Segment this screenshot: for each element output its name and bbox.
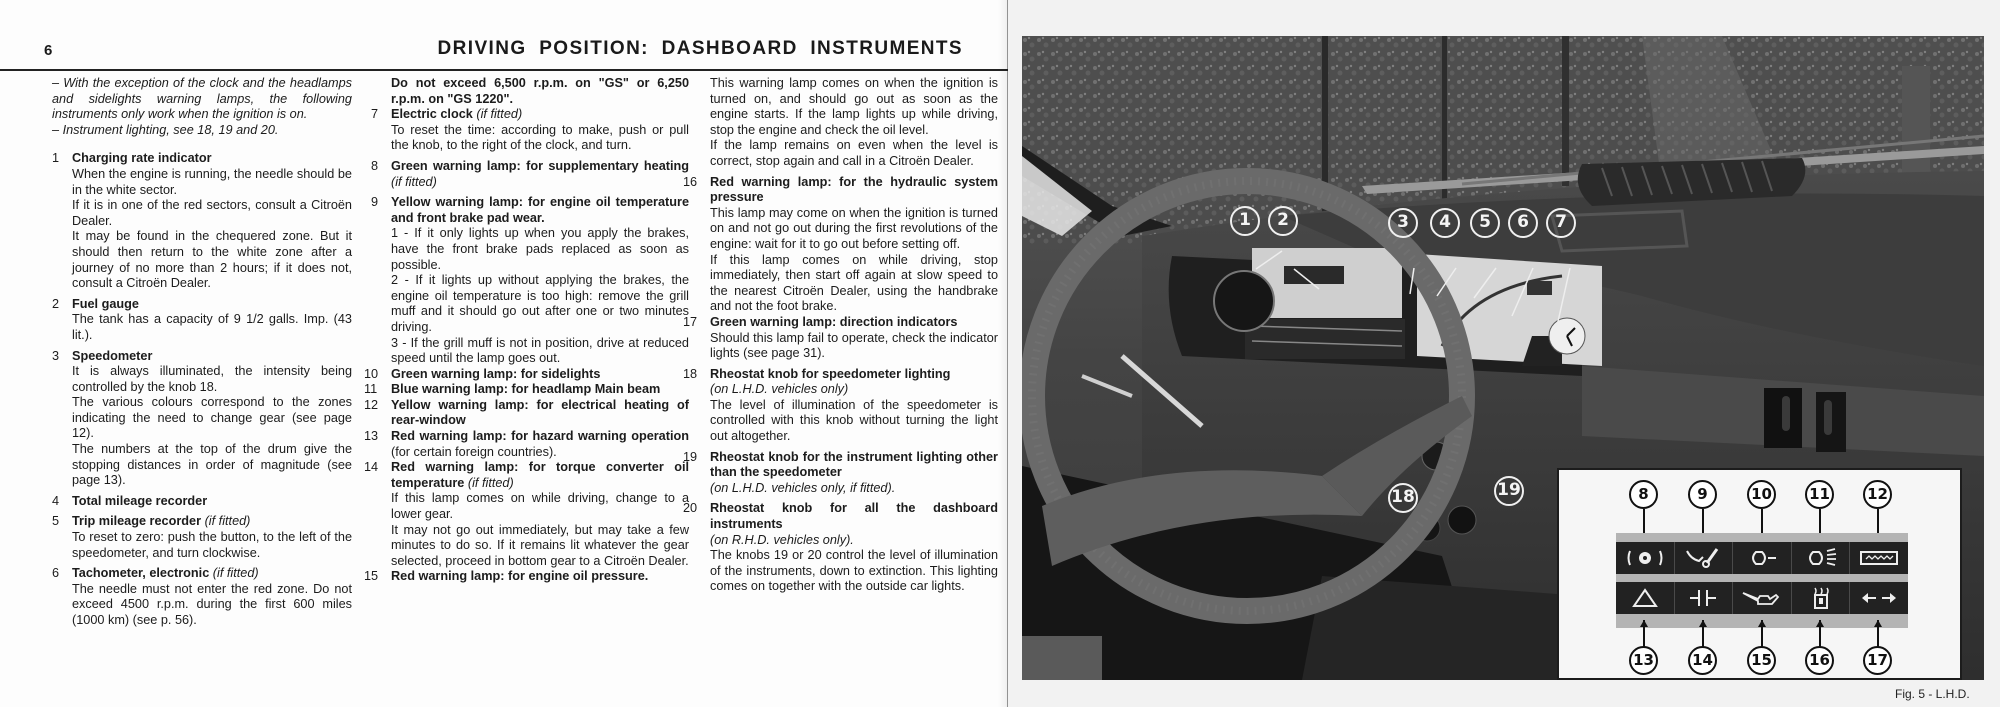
item-title: Speedometer (72, 348, 153, 363)
item-title (391, 159, 689, 190)
item-title: Blue warning lamp: for headlamp Main beam (391, 382, 661, 397)
item-1 (52, 151, 352, 291)
item-title-text: Tachometer, electronic (72, 566, 210, 581)
item-number: 13 (364, 429, 379, 444)
arrow-up-icon (1874, 620, 1882, 627)
callout-2: 2 (1268, 206, 1298, 236)
hazard-triangle-icon (1616, 582, 1675, 614)
hydraulic-pressure-icon (1792, 582, 1851, 614)
item-title-text: Electric clock (391, 107, 473, 122)
item-text: If it is in one of the red sectors, consult a Citroën Dealer. (72, 198, 352, 228)
page-number: 6 (44, 42, 53, 59)
item-number: 5 (52, 514, 60, 529)
callout-15: 15 (1747, 646, 1776, 675)
item-title: Charging rate indicator (72, 151, 212, 166)
callout-18: 18 (1388, 483, 1418, 513)
callout-7: 7 (1546, 208, 1576, 238)
item-text: If the lamp remains on even when the level is correct, stop again and call in a Citroën Dealer. (710, 138, 998, 168)
item-17 (683, 314, 998, 362)
header-rule (0, 69, 1008, 71)
item-text: The level of illumination of the speedometer is controlled with this knob without turning the light out altogether. (710, 397, 998, 444)
callout-13: 13 (1629, 646, 1658, 675)
item-text: 1 - If it only lights up when you apply the brakes, have the front brake pads replaced as soon as possible. (391, 226, 689, 272)
item-2 (52, 297, 352, 344)
callout-8: 8 (1629, 480, 1658, 509)
item-number: 3 (52, 348, 60, 363)
item-number: 6 (52, 566, 60, 581)
item-8 (371, 159, 689, 190)
item-qualifier: (if fitted) (204, 514, 251, 529)
item-title: Total mileage recorder (72, 493, 208, 508)
item-title-text: Red warning lamp: for hazard warning operation (391, 429, 689, 444)
warning-lamp-inset (1557, 468, 1962, 680)
running-head: DRIVING POSITION: DASHBOARD INSTRUMENTS (437, 38, 963, 59)
item-text: This warning lamp comes on when the ignition is turned on, and should go out as soon as the engine starts. If the lamp lights up while driving, stop the engine and check the oil level. (710, 76, 998, 137)
item-number: 12 (364, 397, 379, 412)
text-column-2 (364, 76, 689, 585)
callout-1: 1 (1230, 206, 1260, 236)
arrow-up-icon (1816, 620, 1824, 627)
item-title: Rheostat knob for the instrument lighting other than the speedometer (710, 449, 998, 480)
callout-10: 10 (1747, 480, 1776, 509)
item-title (391, 429, 689, 460)
item-title-text: Red warning lamp: for torque converter oil temperature (391, 460, 689, 490)
item-text: Should this lamp fail to operate, check the indicator lights (see page 31). (710, 330, 998, 361)
item-number: 20 (683, 501, 698, 516)
item-text: It is always illuminated, the intensity being controlled by the knob 18. (72, 364, 352, 394)
lamp-row-bottom (1616, 582, 1908, 614)
item-title (72, 514, 352, 530)
item-qualifier: (if fitted) (212, 566, 259, 581)
item-title: Green warning lamp: direction indicators (710, 314, 958, 329)
item-title: Fuel gauge (72, 296, 139, 311)
item-title: Yellow warning lamp: for electrical heating of rear-window (391, 397, 689, 428)
direction-indicators-icon (1850, 582, 1908, 614)
item-5 (52, 514, 352, 561)
callout-9: 9 (1688, 480, 1717, 509)
item-qualifier: (on R.H.D. vehicles only). (710, 532, 854, 547)
item-7 (371, 107, 689, 154)
brake-pad-oil-temperature-icon (1675, 542, 1734, 574)
item-text: To reset the time: according to make, push or pull the knob, to the right of the clock, and turn. (391, 122, 689, 153)
item-18 (683, 366, 998, 445)
item-6 (52, 566, 352, 628)
item-title: Rheostat knob for all the dashboard instruments (710, 501, 998, 532)
item-text: The various colours correspond to the zones indicating the need to change gear (see page 12). (72, 395, 352, 441)
item-number: 19 (683, 449, 698, 464)
figure-caption: Fig. 5 - L.H.D. (1895, 687, 1970, 701)
arrow-up-icon (1758, 620, 1766, 627)
oil-can-icon (1733, 582, 1792, 614)
item-number: 14 (364, 460, 379, 475)
item-number: 15 (364, 569, 379, 584)
item-16 (683, 174, 998, 315)
item-number: 10 (364, 366, 379, 381)
item-14 (364, 460, 689, 569)
item-title: Rheostat knob for speedometer lighting (710, 366, 951, 381)
main-beam-icon (1792, 542, 1851, 574)
item-qualifier: (on L.H.D. vehicles only, if fitted). (710, 480, 896, 495)
item-qualifier: (on L.H.D. vehicles only) (710, 382, 849, 397)
item-qualifier: (if fitted) (476, 107, 523, 122)
item-4 (52, 494, 352, 510)
item-text: If this lamp comes on while driving, stop immediately, then start off again at slow speed to the nearest Citroën Dealer, using the handbrake and not the foot brake. (710, 252, 998, 314)
item-text: The tank has a capacity of 9 1/2 galls. Imp. (43 lit.). (72, 312, 352, 342)
arrow-up-icon (1699, 620, 1707, 627)
item-number: 8 (371, 158, 379, 173)
item-text: It may be found in the chequered zone. But it should then return to the white zone after a journey of no more than 2 hours; if it does not, consult a Citroën Dealer. (72, 229, 352, 291)
item-text: The needle must not enter the red zone. Do not exceed 4500 r.p.m. during the first 600 miles (1000 km) (see p. 56). (72, 581, 352, 627)
item-3 (52, 349, 352, 489)
item-19 (683, 449, 998, 497)
item-text: Do not exceed 6,500 r.p.m. on "GS" or 6,250 r.p.m. on "GS 1220". (391, 76, 689, 106)
callout-6: 6 (1508, 208, 1538, 238)
item-15 (364, 569, 689, 585)
item-6-continuation (371, 76, 689, 107)
item-9 (371, 195, 689, 367)
callout-19: 19 (1494, 476, 1524, 506)
callout-5: 5 (1470, 208, 1500, 238)
item-text: The knobs 19 or 20 control the level of illumination of the instruments, down to extinction. This lighting comes on together with the outside car lights. (710, 548, 998, 594)
intro-notes (52, 76, 352, 138)
item-title: Yellow warning lamp: for engine oil temperature and front brake pad wear. (391, 195, 689, 225)
item-10 (364, 366, 689, 383)
item-number: 1 (52, 151, 60, 166)
item-title: Green warning lamp: for sidelights (391, 366, 601, 381)
item-title-text: Green warning lamp: for supplementary heating (391, 158, 689, 173)
item-title: Red warning lamp: for the hydraulic system pressure (710, 174, 998, 205)
callout-12: 12 (1863, 480, 1892, 509)
item-title (391, 460, 689, 491)
item-title-text: Trip mileage recorder (72, 514, 202, 529)
item-20 (683, 501, 998, 595)
item-15-continuation (690, 76, 998, 170)
torque-converter-icon (1675, 582, 1734, 614)
intro-note: – With the exception of the clock and the headlamps and sidelights warning lamps, the following instruments only work when the ignition is on. (52, 76, 352, 122)
item-11 (364, 382, 689, 398)
item-title: Red warning lamp: for engine oil pressure. (391, 569, 649, 584)
item-number: 4 (52, 493, 60, 508)
lamp-row-top (1616, 542, 1908, 574)
item-number: 9 (371, 195, 379, 210)
intro-note: – Instrument lighting, see 18, 19 and 20. (52, 122, 279, 137)
item-text: It may not go out immediately, but may take a few minutes to do so. If it remains lit whatever the gear selected, proceed in bottom gear to a Citroën Dealer. (391, 522, 689, 568)
callout-3: 3 (1388, 208, 1418, 238)
item-number: 2 (52, 296, 60, 311)
sidelights-icon (1733, 542, 1792, 574)
text-column-1 (52, 76, 352, 629)
item-12 (364, 397, 689, 429)
item-number: 16 (683, 174, 698, 189)
callout-4: 4 (1430, 208, 1460, 238)
callout-17: 17 (1863, 646, 1892, 675)
item-text: This lamp may come on when the ignition is turned on and not go out during the first revolutions of the engine: wait for it to go out before setting off. (710, 205, 998, 251)
item-qualifier: (for certain foreign countries). (391, 444, 557, 459)
item-text: 3 - If the grill muff is not in position, drive at reduced speed until the lamp goes out. (391, 335, 689, 366)
item-number: 18 (683, 366, 698, 381)
item-text: When the engine is running, the needle should be in the white sector. (72, 166, 352, 197)
item-qualifier: (if fitted) (467, 475, 514, 490)
item-title (72, 566, 352, 582)
item-number: 7 (371, 107, 379, 122)
item-text: The numbers at the top of the drum give the stopping distances in order of magnitude (see page 13). (72, 442, 352, 488)
supplementary-heating-fan-icon (1616, 542, 1675, 574)
item-13 (364, 429, 689, 460)
item-text: If this lamp comes on while driving, change to a lower gear. (391, 491, 689, 522)
item-text: To reset to zero: push the button, to the left of the speedometer, and turn clockwise. (72, 530, 352, 560)
callout-11: 11 (1805, 480, 1834, 509)
arrow-up-icon (1640, 620, 1648, 627)
warning-lamp-panel (1616, 533, 1908, 628)
callout-14: 14 (1688, 646, 1717, 675)
callout-16: 16 (1805, 646, 1834, 675)
item-number: 17 (683, 314, 698, 329)
item-text: 2 - If it lights up without applying the brakes, the engine oil temperature is too high: remove the grill muff and it should go out after one or two minutes driving. (391, 273, 689, 334)
item-title (391, 107, 689, 123)
item-qualifier: (if fitted) (391, 174, 437, 189)
text-column-3 (683, 76, 998, 595)
item-number: 11 (364, 382, 378, 397)
rear-window-heating-icon (1850, 542, 1908, 574)
